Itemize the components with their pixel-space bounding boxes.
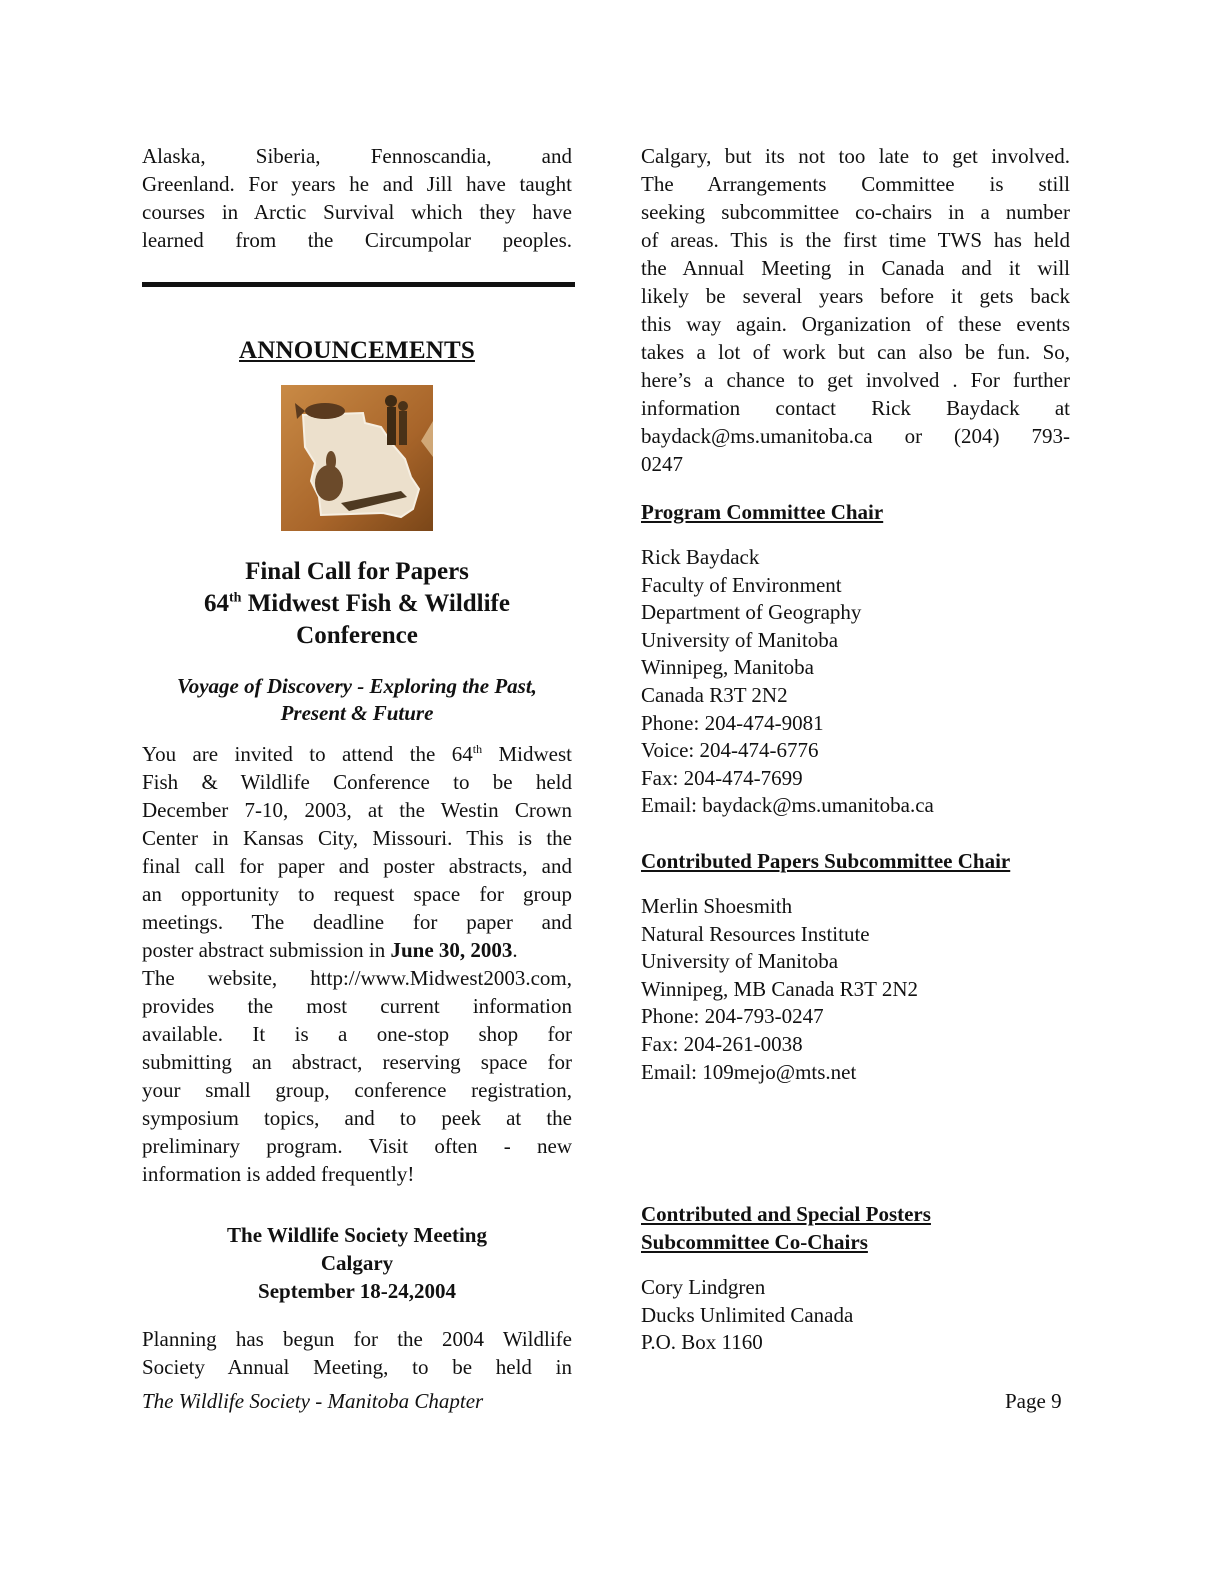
section-divider xyxy=(142,282,575,287)
intro-line: Greenland. For years he and Jill have taught xyxy=(142,172,572,196)
theme-line: Voyage of Discovery - Exploring the Past, xyxy=(177,674,537,698)
contact-line: Natural Resources Institute xyxy=(641,921,870,946)
cfp-body xyxy=(142,740,572,1188)
contact-line: Rick Baydack xyxy=(641,545,760,569)
body-line: Planning has begun for the 2004 Wildlife xyxy=(142,1327,572,1351)
contact-line: University of Manitoba xyxy=(641,627,839,652)
cfp-number: 64 xyxy=(204,590,229,617)
contact-line: Ducks Unlimited Canada xyxy=(641,1302,854,1327)
posters-subcommittee-heading xyxy=(641,1200,1070,1256)
posters-subcommittee-contact xyxy=(641,1274,1070,1357)
body-line: takes a lot of work but can also be fun. So, xyxy=(641,340,1070,364)
theme-line: Present & Future xyxy=(280,701,434,725)
body-text: . xyxy=(512,938,518,962)
body-line: the Annual Meeting in Canada and it will xyxy=(641,256,1070,280)
body-line: likely be several years before it gets back xyxy=(641,284,1070,308)
cfp-title-rest: Midwest Fish & Wildlife xyxy=(241,590,510,617)
papers-subcommittee-contact xyxy=(641,893,1070,1086)
posters-heading-line: Contributed and Special Posters xyxy=(641,1202,931,1227)
left-column xyxy=(142,142,572,1381)
footer-publication-name: The Wildlife Society - Manitoba Chapter xyxy=(142,1389,484,1413)
cfp-title-line: Conference xyxy=(296,622,418,649)
body-line: 0247 xyxy=(641,452,683,476)
conference-logo xyxy=(281,385,433,531)
program-committee-contact xyxy=(641,544,1070,820)
tws-heading-line: Calgary xyxy=(320,1251,394,1275)
body-line: final call for paper and poster abstracts, and xyxy=(142,854,572,878)
body-line: The website, http://www.Midwest2003.com, xyxy=(142,966,572,990)
contact-line: Cory Lindgren xyxy=(641,1275,766,1300)
body-ordinal: th xyxy=(472,742,483,756)
contact-line: Canada R3T 2N2 xyxy=(641,682,788,707)
rabbit-figure xyxy=(315,465,343,501)
body-text: poster abstract submission in xyxy=(142,938,391,962)
intro-line: courses in Arctic Survival which they have xyxy=(142,200,572,224)
body-line: seeking subcommittee co-chairs in a number xyxy=(641,200,1070,224)
continued-paragraph xyxy=(641,142,1070,478)
program-committee-heading: Program Committee Chair xyxy=(641,500,884,524)
tws-heading-line: September 18-24,2004 xyxy=(258,1279,456,1303)
body-line: of areas. This is the first time TWS has held xyxy=(641,228,1070,252)
tws-heading-line: The Wildlife Society Meeting xyxy=(227,1223,487,1247)
call-for-papers-title xyxy=(142,556,572,652)
cfp-title-line: Final Call for Papers xyxy=(245,558,469,585)
contact-line: Phone: 204-474-9081 xyxy=(641,710,824,735)
body-line: available. It is a one-stop shop for xyxy=(142,1022,572,1046)
body-line: an opportunity to request space for group xyxy=(142,882,572,906)
contact-line: University of Manitoba xyxy=(641,949,839,974)
tws-meeting-heading xyxy=(142,1221,572,1305)
contact-line: Department of Geography xyxy=(641,600,862,625)
announcements-heading: ANNOUNCEMENTS xyxy=(239,337,475,364)
contact-line: Voice: 204-474-6776 xyxy=(641,738,819,763)
body-line: this way again. Organization of these events xyxy=(641,312,1070,336)
body-line: symposium topics, and to peek at the xyxy=(142,1106,572,1130)
intro-line: Alaska, Siberia, Fennoscandia, and xyxy=(142,144,572,168)
body-line: Society Annual Meeting, to be held in xyxy=(142,1355,572,1379)
contact-line: Winnipeg, MB Canada R3T 2N2 xyxy=(641,976,918,1001)
explorer-figure xyxy=(387,407,396,445)
body-line: information is added frequently! xyxy=(142,1162,415,1186)
contact-line: Faculty of Environment xyxy=(641,572,842,597)
body-line: preliminary program. Visit often - new xyxy=(142,1134,572,1158)
contact-line: Email: baydack@ms.umanitoba.ca xyxy=(641,793,934,818)
body-text: You are invited to attend the 64 xyxy=(142,742,473,766)
contact-line: Merlin Shoesmith xyxy=(641,893,793,918)
body-line: information contact Rick Baydack at xyxy=(641,396,1070,420)
contact-line: Fax: 204-261-0038 xyxy=(641,1031,803,1056)
body-line: Fish & Wildlife Conference to be held xyxy=(142,770,572,794)
conference-theme xyxy=(142,673,572,727)
body-line: your small group, conference registration, xyxy=(142,1078,572,1102)
posters-heading-line: Subcommittee Co-Chairs xyxy=(641,1230,868,1255)
explorer-figure-2 xyxy=(399,411,407,445)
explorer-head xyxy=(385,395,397,407)
fish-figure xyxy=(305,403,345,419)
intro-line: learned from the Circumpolar peoples. xyxy=(142,228,572,252)
contact-line: Email: 109mejo@mts.net xyxy=(641,1059,857,1084)
footer-page-number: Page 9 xyxy=(1005,1389,1062,1413)
contact-line: Phone: 204-793-0247 xyxy=(641,1004,824,1029)
body-line: here’s a chance to get involved . For further xyxy=(641,368,1070,392)
contact-line: Winnipeg, Manitoba xyxy=(641,655,814,680)
body-line xyxy=(142,936,572,964)
papers-subcommittee-heading: Contributed Papers Subcommittee Chair xyxy=(641,848,1011,873)
explorer-head-2 xyxy=(398,401,408,411)
cfp-ordinal: th xyxy=(229,590,242,606)
cfp-title-line xyxy=(142,588,572,620)
contact-line: Fax: 204-474-7699 xyxy=(641,765,803,790)
planning-paragraph xyxy=(142,1325,572,1381)
contact-line: P.O. Box 1160 xyxy=(641,1330,763,1355)
body-line: meetings. The deadline for paper and xyxy=(142,910,572,934)
deadline-date: June 30, 2003 xyxy=(390,938,513,962)
body-line: provides the most current information xyxy=(142,994,572,1018)
body-line: baydack@ms.umanitoba.ca or (204) 793- xyxy=(641,424,1070,448)
body-line: Calgary, but its not too late to get involved. xyxy=(641,144,1070,168)
body-text: Midwest xyxy=(482,742,572,766)
body-line: December 7-10, 2003, at the Westin Crown xyxy=(142,798,572,822)
right-column xyxy=(641,142,1070,1357)
body-line: The Arrangements Committee is still xyxy=(641,172,1070,196)
body-line: submitting an abstract, reserving space for xyxy=(142,1050,572,1074)
body-line: Center in Kansas City, Missouri. This is the xyxy=(142,826,572,850)
body-line xyxy=(142,740,572,768)
rabbit-ear xyxy=(326,451,336,471)
